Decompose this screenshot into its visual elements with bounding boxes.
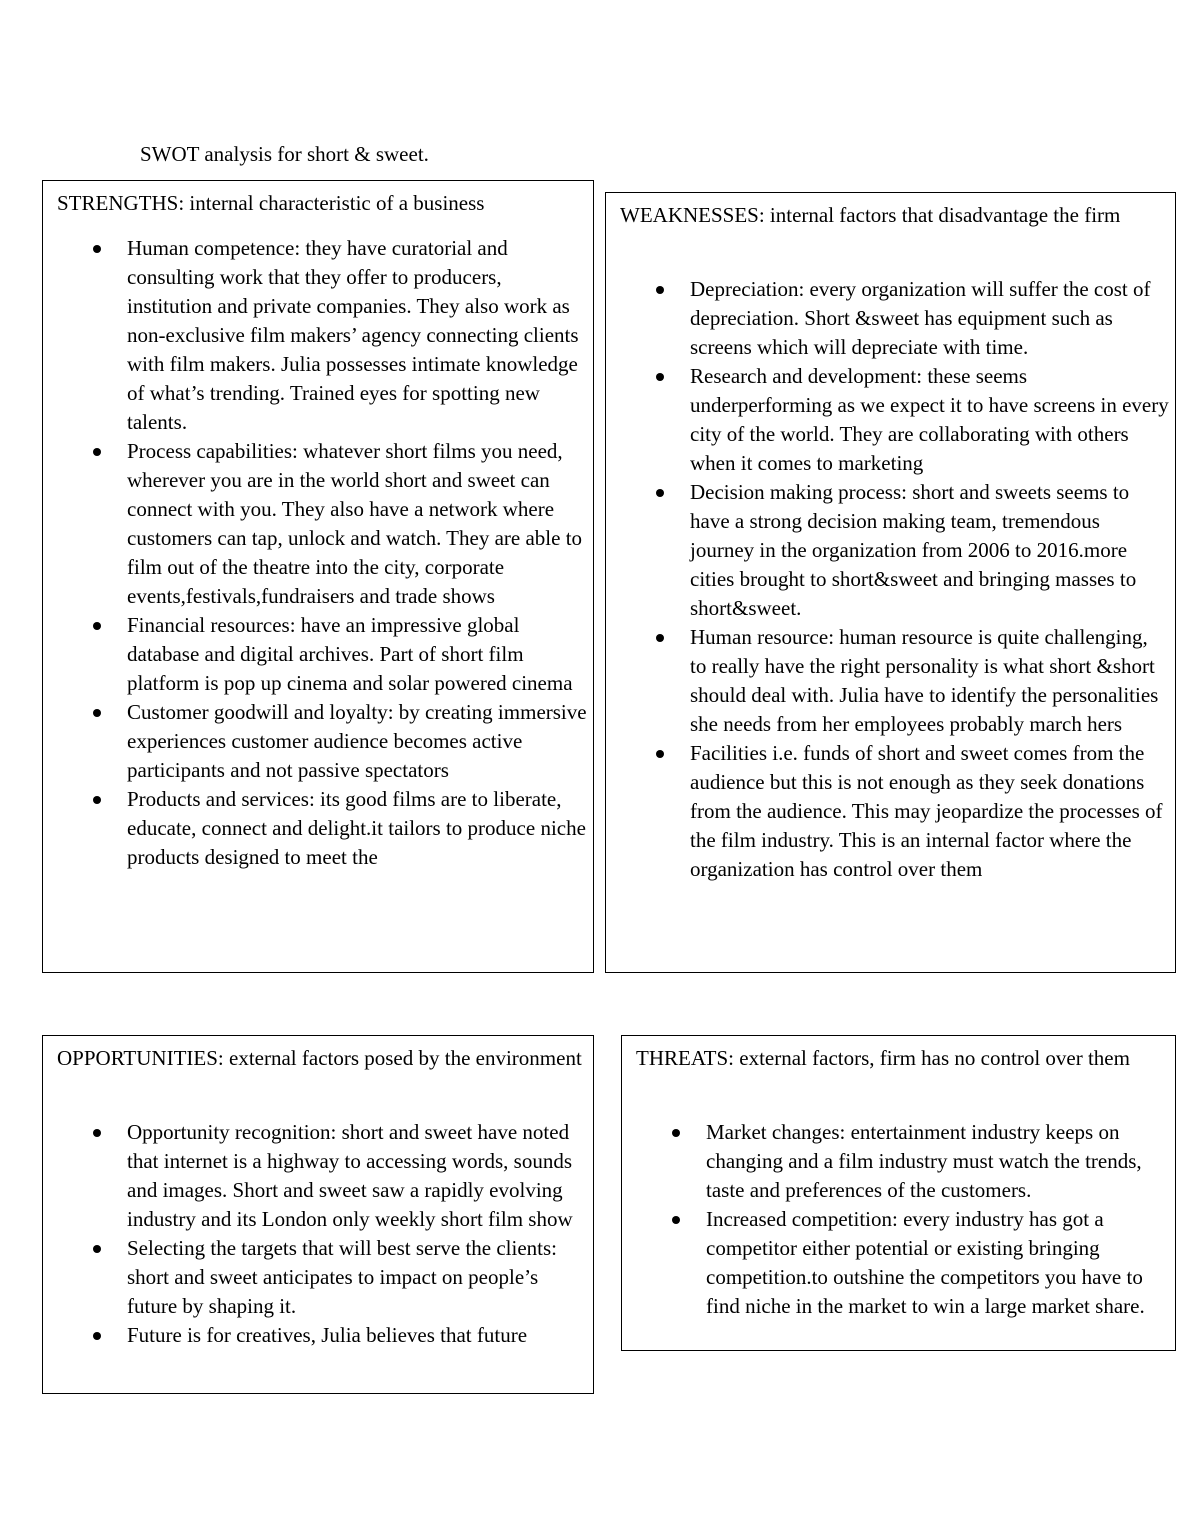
bullet-icon <box>656 634 664 642</box>
list-item-text: Future is for creatives, Julia believes that future <box>127 1323 528 1347</box>
bullet-icon <box>672 1129 680 1137</box>
list-item-text: Decision making process: short and sweets seems to have a strong decision making team, tremendous journey in the organization from 2006 to 2016.more cities brought to short&sweet and bringing masses to short&sweet. <box>690 480 1137 620</box>
weaknesses-list <box>606 275 1175 884</box>
bullet-icon <box>656 373 664 381</box>
bullet-icon <box>93 796 101 804</box>
list-item-text: Opportunity recognition: short and sweet have noted that internet is a highway to accessing words, sounds and images. Short and sweet saw a rapidly evolving industry and its London only weekly short film show <box>127 1120 573 1231</box>
strengths-box <box>42 180 594 973</box>
list-item <box>606 739 1175 884</box>
list-item-text: Research and development: these seems underperforming as we expect it to have screens in every city of the world. They are collaborating with others when it comes to marketing <box>690 364 1169 475</box>
list-item <box>43 1118 593 1234</box>
bullet-icon <box>656 750 664 758</box>
opportunities-box <box>42 1035 594 1394</box>
list-item <box>606 362 1175 478</box>
list-item-text: Human resource: human resource is quite challenging, to really have the right personality is what short &short should deal with. Julia have to identify the personalities she needs from her employees probably march hers <box>690 625 1159 736</box>
list-item-text: Products and services: its good films are to liberate, educate, connect and delight.it tailors to produce niche products designed to meet the <box>127 787 586 869</box>
bullet-icon <box>93 709 101 717</box>
list-item-text: Depreciation: every organization will suffer the cost of depreciation. Short &sweet has equipment such as screens which will depreciate with time. <box>690 277 1151 359</box>
document-title: SWOT analysis for short & sweet. <box>140 142 429 166</box>
list-item <box>622 1118 1175 1205</box>
strengths-heading: STRENGTHS: internal characteristic of a business <box>57 191 485 215</box>
bullet-icon <box>656 286 664 294</box>
list-item <box>43 611 593 698</box>
threats-list <box>622 1118 1175 1321</box>
list-item <box>606 478 1175 623</box>
list-item <box>43 698 593 785</box>
list-item <box>43 1321 593 1350</box>
bullet-icon <box>672 1216 680 1224</box>
list-item-text: Facilities i.e. funds of short and sweet comes from the audience but this is not enough as they seek donations from the audience. This may jeopardize the processes of the film industry. This is an internal factor where the organization has control over them <box>690 741 1163 881</box>
list-item <box>43 234 593 437</box>
weaknesses-box <box>605 192 1176 973</box>
bullet-icon <box>656 489 664 497</box>
list-item-text: Selecting the targets that will best serve the clients: short and sweet anticipates to impact on people’s future by shaping it. <box>127 1236 557 1318</box>
opportunities-list <box>43 1118 593 1350</box>
list-item-text: Customer goodwill and loyalty: by creating immersive experiences customer audience becomes active participants and not passive spectators <box>127 700 587 782</box>
list-item <box>43 437 593 611</box>
list-item-text: Increased competition: every industry has got a competitor either potential or existing bringing competition.to outshine the competitors you have to find niche in the market to win a large market share. <box>706 1207 1145 1318</box>
list-item <box>606 623 1175 739</box>
weaknesses-heading: WEAKNESSES: internal factors that disadvantage the firm <box>620 203 1121 227</box>
strengths-list <box>43 234 593 872</box>
bullet-icon <box>93 1129 101 1137</box>
list-item-text: Market changes: entertainment industry keeps on changing and a film industry must watch the trends, taste and preferences of the customers. <box>706 1120 1142 1202</box>
list-item-text: Financial resources: have an impressive global database and digital archives. Part of short film platform is pop up cinema and solar powered cinema <box>127 613 573 695</box>
list-item <box>43 785 593 872</box>
bullet-icon <box>93 1245 101 1253</box>
bullet-icon <box>93 622 101 630</box>
threats-heading: THREATS: external factors, firm has no control over them <box>636 1046 1130 1070</box>
list-item <box>622 1205 1175 1321</box>
threats-box <box>621 1035 1176 1351</box>
list-item <box>43 1234 593 1321</box>
bullet-icon <box>93 448 101 456</box>
list-item-text: Human competence: they have curatorial and consulting work that they offer to producers, institution and private companies. They also work as non-exclusive film makers’ agency connecting clients with film makers. Julia possesses intimate knowledge of what’s trending. Trained eyes for spotting new talents. <box>127 236 579 434</box>
opportunities-heading: OPPORTUNITIES: external factors posed by the environment <box>57 1046 582 1070</box>
list-item-text: Process capabilities: whatever short films you need, wherever you are in the world short and sweet can connect with you. They also have a network where customers can tap, unlock and watch. They are able to film out of the theatre into the city, corporate events,festivals,fundraisers and trade shows <box>127 439 583 608</box>
bullet-icon <box>93 1332 101 1340</box>
bullet-icon <box>93 245 101 253</box>
list-item <box>606 275 1175 362</box>
